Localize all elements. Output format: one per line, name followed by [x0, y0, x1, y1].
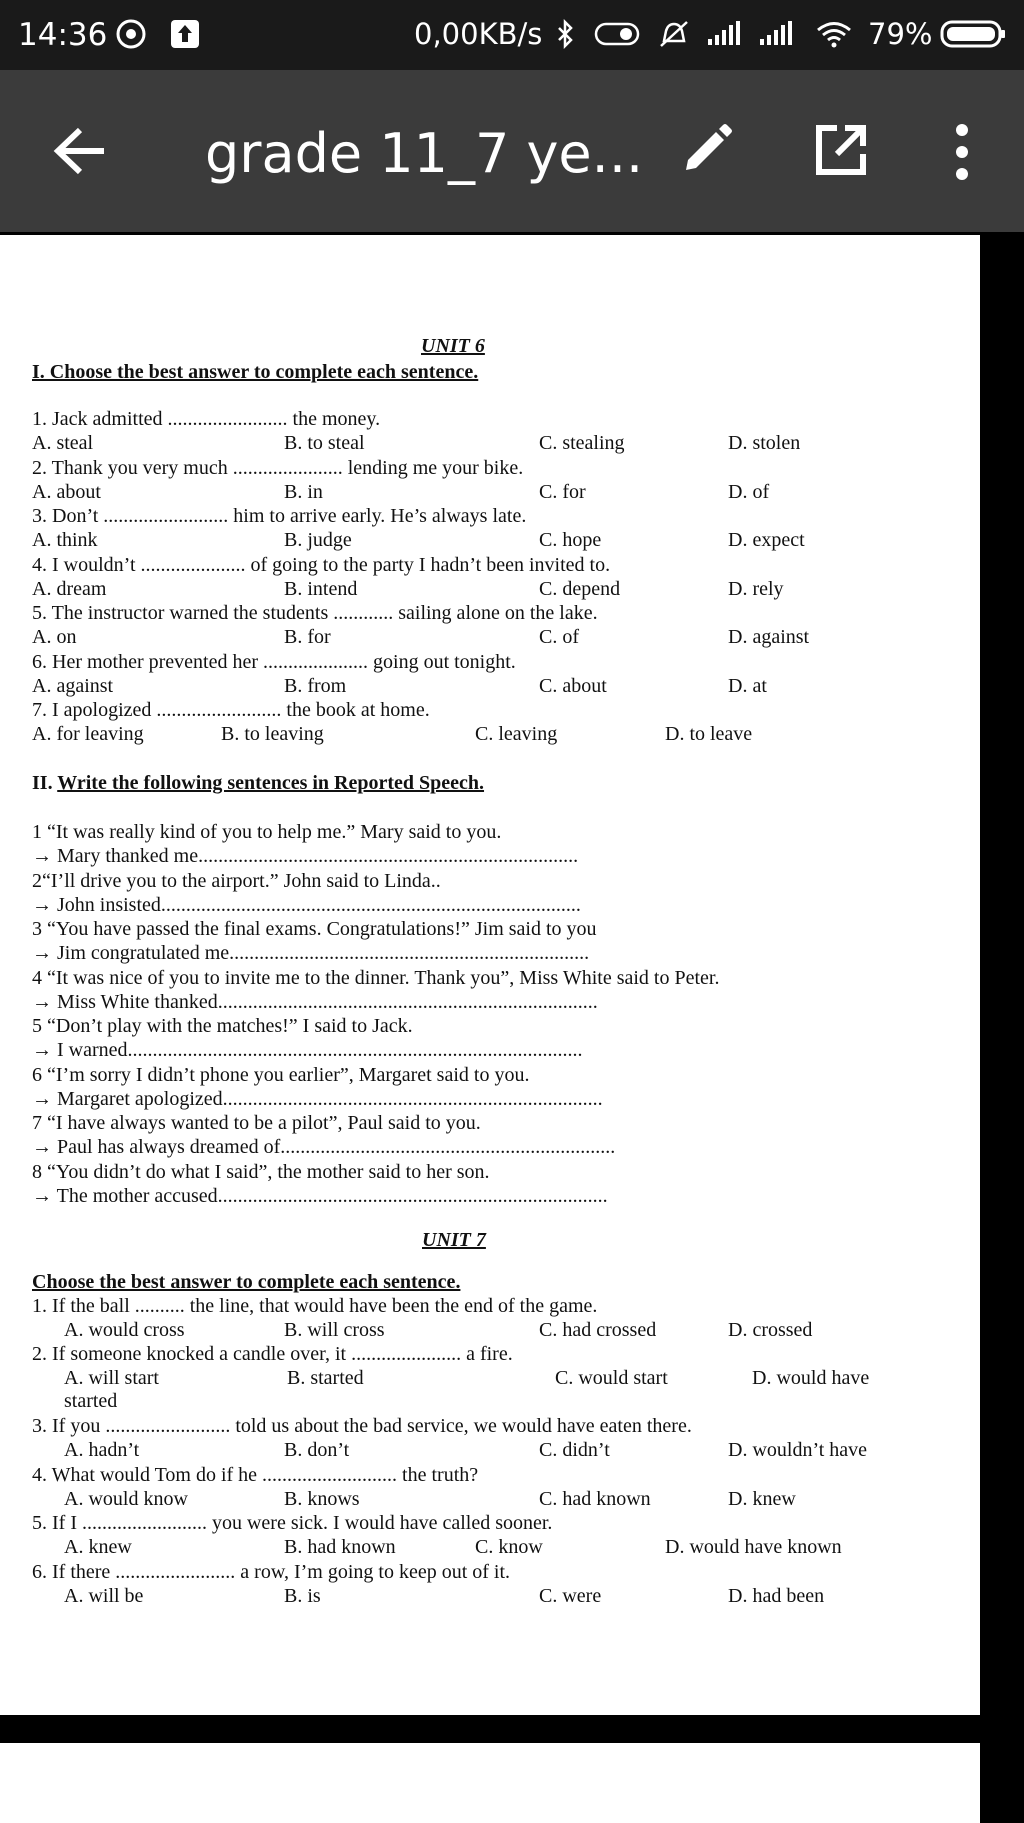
answer-option: A. for leaving: [32, 723, 144, 745]
answer-option: D. against: [728, 626, 810, 648]
reported-answer-line: → Margaret apologized............................................................................: [32, 1087, 603, 1110]
question-text: 1. If the ball .......... the line, that would have been the end of the game.: [32, 1295, 598, 1317]
reported-sentence: 4 “It was nice of you to invite me to the dinner. Thank you”, Miss White said to Peter.: [32, 966, 720, 989]
back-arrow-icon[interactable]: [52, 126, 108, 176]
answer-option: D. to leave: [665, 723, 753, 745]
answer-option: A. on: [32, 626, 77, 648]
signal-sim2-icon: [756, 19, 796, 49]
reported-sentence: 5 “Don’t play with the matches!” I said to Jack.: [32, 1015, 413, 1037]
answer-option: D. at: [728, 674, 767, 697]
answer-option: C. didn’t: [539, 1439, 610, 1461]
answer-option: C. know: [475, 1536, 543, 1558]
answer-option: C. about: [539, 674, 607, 697]
reported-answer-line: → Jim congratulated me........................................................................: [32, 942, 590, 964]
upload-icon: [170, 19, 200, 49]
answer-option: B. for: [284, 626, 331, 648]
edit-pencil-icon[interactable]: [678, 122, 734, 178]
document-content: [0, 235, 980, 1715]
answer-option: B. had known: [284, 1536, 396, 1558]
section2-heading: [32, 772, 484, 794]
answer-option: A. about: [32, 480, 101, 503]
answer-option: B. intend: [284, 577, 358, 600]
question-text: 6. If there ........................ a row, I’m going to keep out of it.: [32, 1561, 511, 1583]
status-time: 14:36: [18, 17, 108, 53]
app-notification-icon: [116, 19, 146, 49]
next-page: [0, 1743, 980, 1823]
answer-option: C. would start: [555, 1367, 668, 1389]
bluetooth-icon: [550, 19, 580, 49]
answer-option: A. knew: [64, 1536, 132, 1558]
answer-option: A. think: [32, 529, 98, 551]
answer-option: A. hadn’t: [64, 1439, 140, 1461]
answer-option: D. knew: [728, 1488, 796, 1510]
answer-option: B. judge: [284, 529, 352, 551]
answer-option: C. had crossed: [539, 1319, 657, 1341]
reported-sentence: 2“I’ll drive you to the airport.” John said to Linda..: [32, 869, 441, 892]
answer-option: C. for: [539, 480, 586, 503]
answer-option: B. knows: [284, 1488, 360, 1510]
document-title: grade 11_7 ye...: [205, 122, 644, 185]
signal-sim1-icon: [704, 19, 744, 49]
question-text: 5. If I ......................... you were sick. I would have called sooner.: [32, 1512, 553, 1534]
network-speed: 0,00KB/s: [414, 17, 543, 51]
reported-sentence: 8 “You didn’t do what I said”, the mother said to her son.: [32, 1160, 490, 1183]
status-bar: [0, 0, 1024, 70]
question-text: 4. What would Tom do if he ........................... the truth?: [32, 1464, 479, 1486]
section3-heading: Choose the best answer to complete each sentence.: [32, 1271, 461, 1293]
answer-option: D. crossed: [728, 1319, 813, 1341]
answer-option: B. to leaving: [221, 723, 324, 745]
more-options-icon[interactable]: [942, 122, 982, 182]
question-text: 6. Her mother prevented her ..................... going out tonight.: [32, 650, 516, 673]
vibrate-toggle-icon: [594, 19, 640, 49]
app-bar: [0, 70, 1024, 232]
answer-option: C. depend: [539, 577, 621, 600]
answer-option: B. in: [284, 480, 323, 503]
answer-option: B. will cross: [284, 1319, 385, 1341]
question-text: 4. I wouldn’t ..................... of going to the party I hadn’t been invited to.: [32, 553, 611, 576]
answer-option: A. dream: [32, 577, 107, 600]
reported-sentence: 7 “I have always wanted to be a pilot”, Paul said to you.: [32, 1112, 481, 1134]
reported-answer-line: → Mary thanked me............................................................................: [32, 845, 579, 867]
answer-option: D. would have known: [665, 1536, 842, 1558]
answer-option: A. would know: [64, 1488, 188, 1510]
answer-option: B. started: [287, 1367, 364, 1389]
wifi-icon: [814, 19, 854, 49]
answer-option: D. would have: [752, 1367, 870, 1389]
answer-option: D. stolen: [728, 432, 801, 454]
question-text: 3. If you ......................... told us about the bad service, we would have eaten there.: [32, 1415, 692, 1437]
answer-option: D. had been: [728, 1585, 825, 1607]
answer-option: C. were: [539, 1585, 602, 1607]
answer-option: D. of: [728, 480, 770, 503]
answer-option: C. stealing: [539, 432, 625, 454]
answer-option: A. steal: [32, 432, 94, 454]
reported-sentence: 1 “It was really kind of you to help me.” Mary said to you.: [32, 821, 502, 843]
answer-option: C. had known: [539, 1488, 651, 1510]
answer-option: D. wouldn’t have: [728, 1439, 868, 1461]
answer-option: C. of: [539, 626, 579, 648]
reported-answer-line: → Miss White thanked............................................................................: [32, 990, 598, 1013]
answer-option: A. will start: [64, 1367, 159, 1389]
answer-option: B. to steal: [284, 432, 365, 454]
answer-option: C. leaving: [475, 723, 558, 745]
question-text: 5. The instructor warned the students ............ sailing alone on the lake.: [32, 602, 598, 624]
answer-option: D. expect: [728, 529, 805, 551]
answer-option: B. from: [284, 674, 347, 697]
reported-answer-line: → John insisted....................................................................................: [32, 893, 581, 916]
unit6-heading: UNIT 6: [421, 335, 485, 357]
question-text: 2. Thank you very much ...................... lending me your bike.: [32, 456, 524, 479]
section2-number: II.: [32, 772, 58, 794]
question-text: 7. I apologized ......................... the book at home.: [32, 699, 430, 721]
answer-option: D. rely: [728, 577, 784, 600]
reported-sentence: 6 “I’m sorry I didn’t phone you earlier”, Margaret said to you.: [32, 1063, 530, 1086]
reported-answer-line: → I warned...........................................................................................: [32, 1039, 583, 1061]
battery-icon: [940, 19, 1006, 49]
question-text: 1. Jack admitted ........................ the money.: [32, 408, 381, 430]
answer-option: A. will be: [64, 1585, 144, 1607]
answer-option: A. against: [32, 674, 114, 697]
answer-option: C. hope: [539, 529, 602, 551]
reported-answer-line: → The mother accused..............................................................................: [32, 1184, 608, 1207]
alarm-off-icon: [656, 19, 692, 49]
reported-answer-line: → Paul has always dreamed of...................................................................: [32, 1136, 616, 1158]
battery-percent: 79%: [868, 17, 933, 51]
answer-option: A. would cross: [64, 1319, 185, 1341]
answer-option: B. is: [284, 1585, 321, 1607]
answer-option: B. don’t: [284, 1439, 350, 1461]
unit7-heading: UNIT 7: [422, 1229, 486, 1251]
section1-heading: I. Choose the best answer to complete each sentence.: [32, 361, 479, 383]
question-text: 3. Don’t ......................... him to arrive early. He’s always late.: [32, 505, 527, 527]
answer-option-continued: started: [64, 1390, 118, 1412]
open-external-icon[interactable]: [813, 122, 869, 178]
document-page[interactable]: [0, 235, 980, 1715]
section2-title: Write the following sentences in Reported Speech.: [57, 772, 485, 794]
reported-sentence: 3 “You have passed the final exams. Congratulations!” Jim said to you: [32, 918, 597, 940]
question-text: 2. If someone knocked a candle over, it ...................... a fire.: [32, 1343, 513, 1365]
